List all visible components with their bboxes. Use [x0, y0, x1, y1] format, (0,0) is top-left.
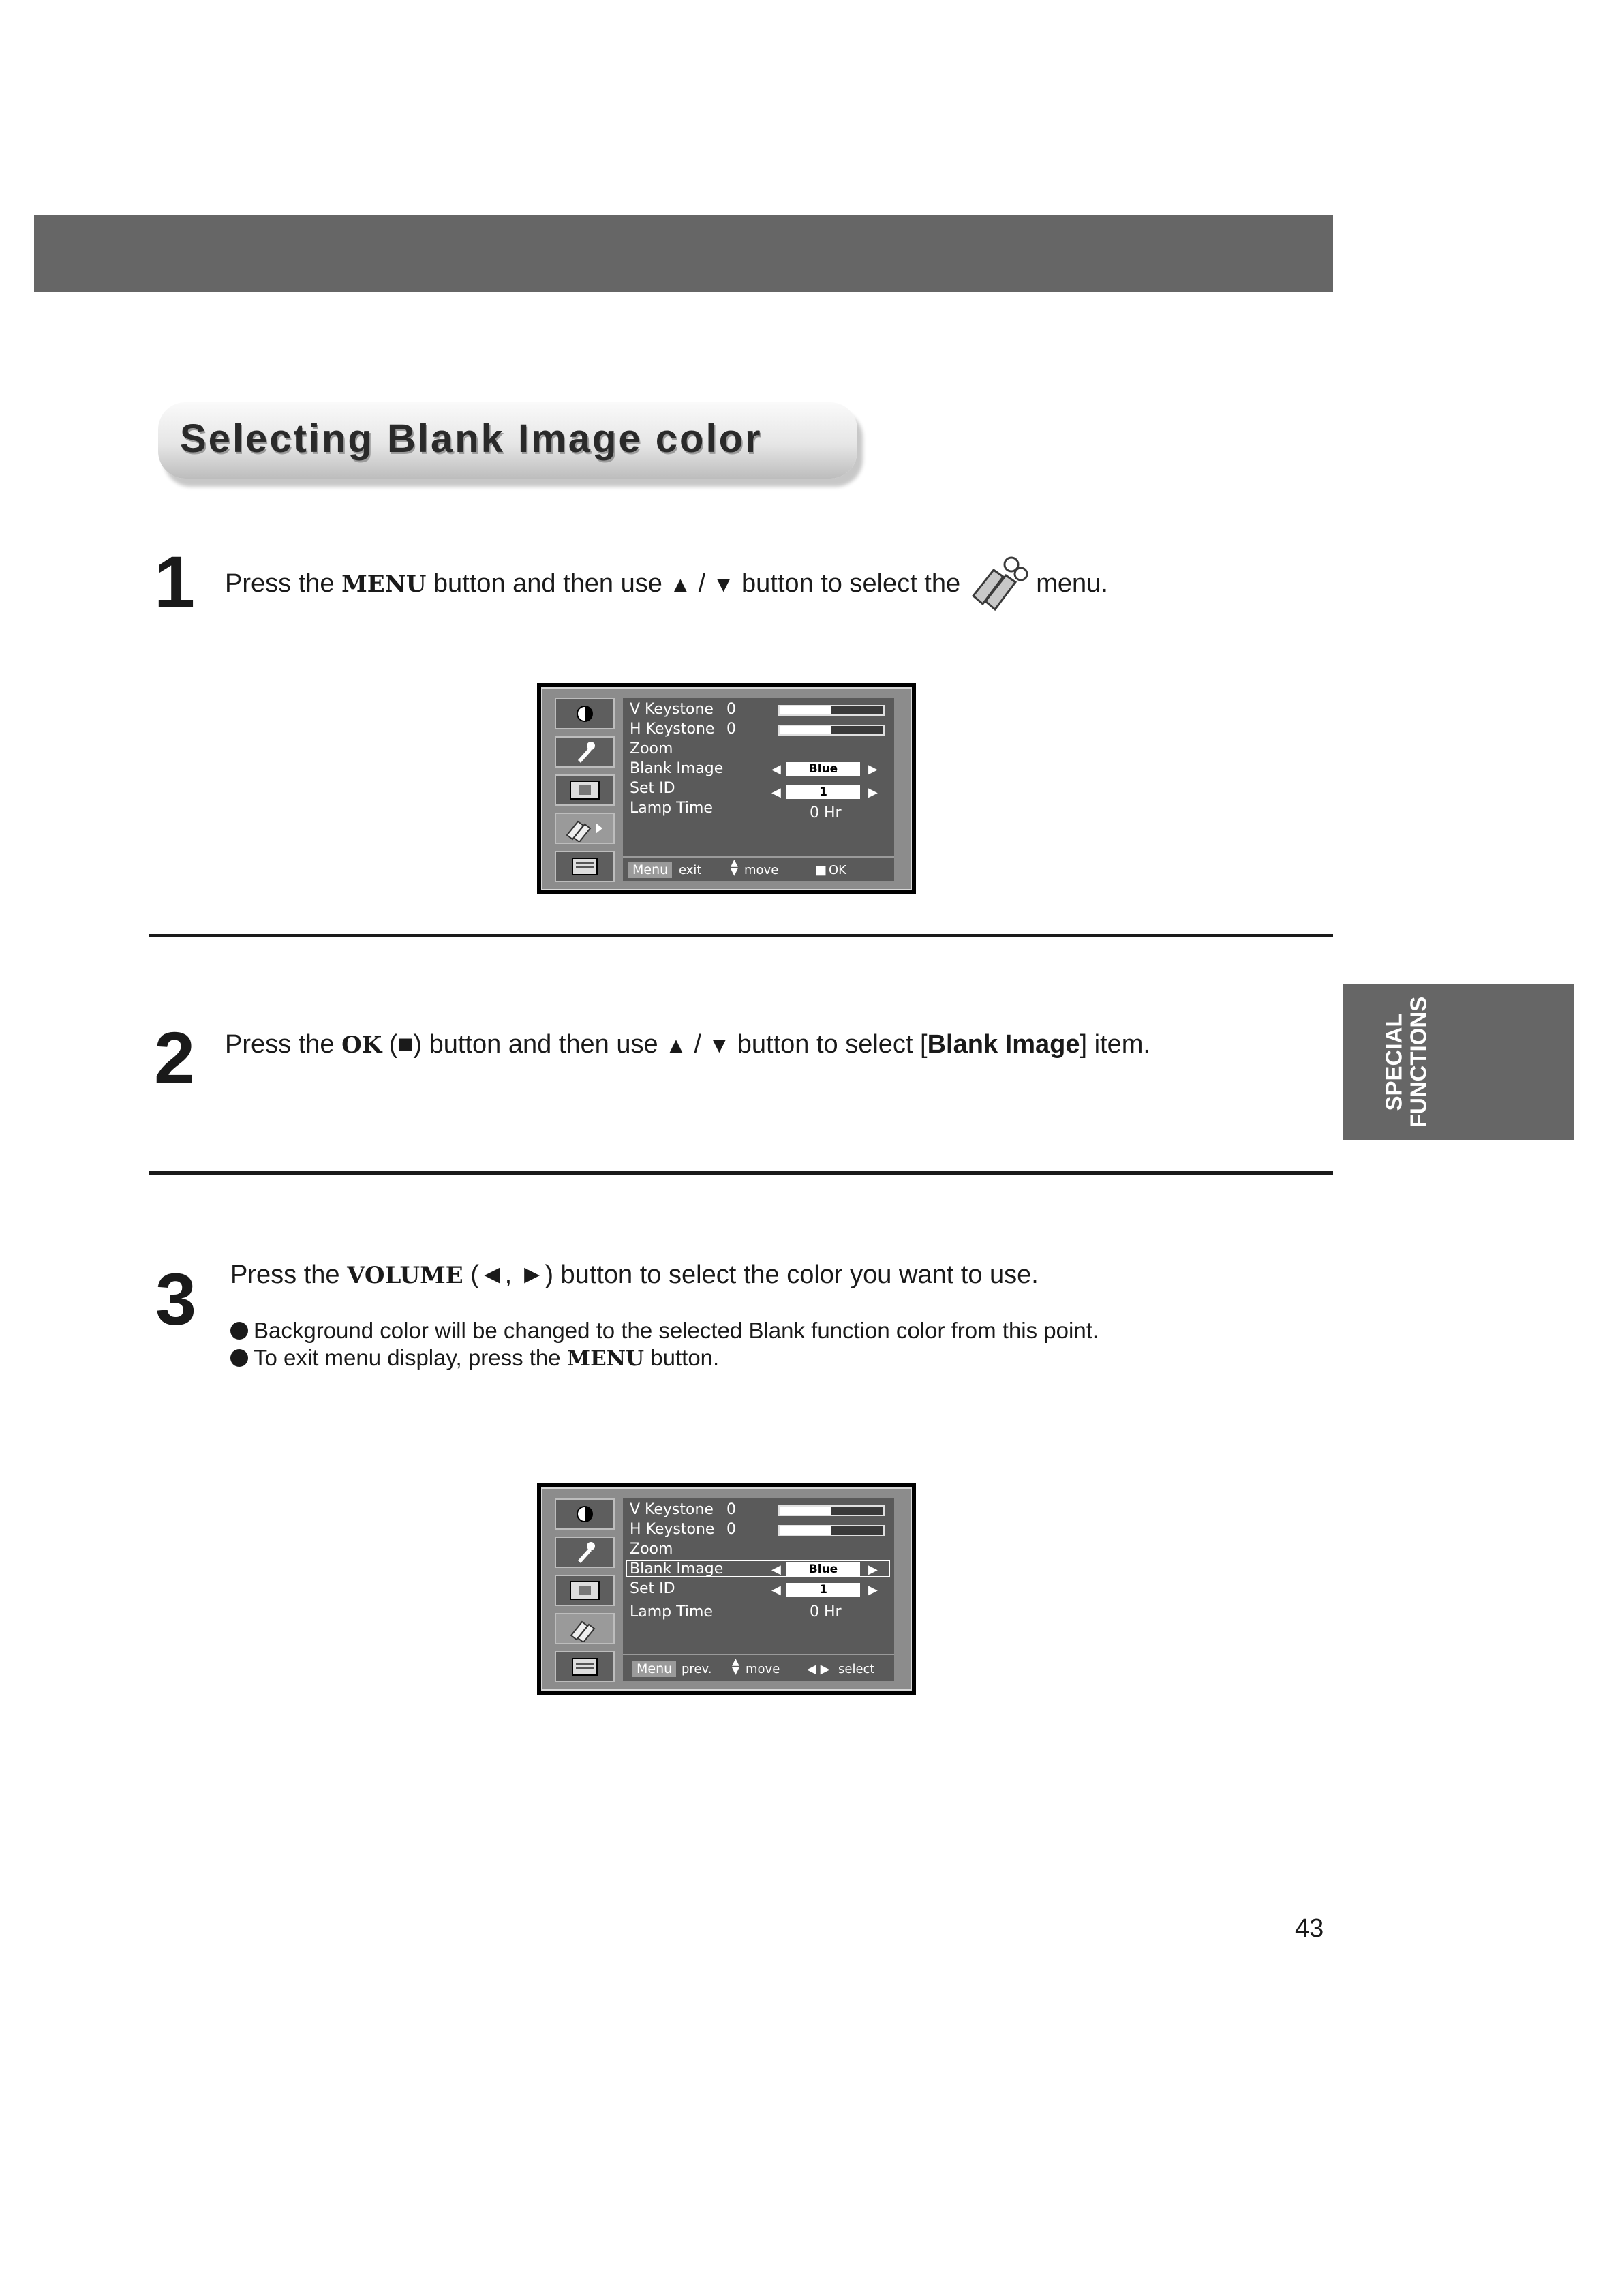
osd-row-blank-image[interactable]: Blank Image — [630, 760, 724, 777]
up-arrow-icon: ▲ — [665, 1033, 687, 1057]
right-arrow-icon[interactable]: ▶ — [868, 1583, 878, 1597]
left-right-icon: ◀ ▶ — [807, 1662, 830, 1676]
step-3-text-b: ( — [463, 1260, 479, 1289]
section-title-banner — [158, 402, 857, 479]
slash: / — [691, 569, 713, 598]
osd-row-v-keystone[interactable]: V Keystone — [630, 701, 714, 718]
osd-settings-panel — [623, 698, 894, 881]
right-arrow-icon[interactable]: ▶ — [868, 785, 878, 799]
osd-icon-column — [552, 1498, 617, 1681]
divider — [149, 1171, 1333, 1175]
h-keystone-slider-fill — [780, 1526, 831, 1535]
osd-row-set-id[interactable]: Set ID — [630, 1580, 675, 1597]
bullet-icon — [230, 1349, 248, 1367]
lamp-time-value: 0 Hr — [810, 1603, 842, 1620]
footer-move: move — [744, 863, 779, 877]
step-2-text-d: button to select [ — [730, 1030, 928, 1059]
down-arrow-icon: ▼ — [708, 1033, 731, 1057]
v-keystone-slider[interactable] — [778, 1505, 885, 1516]
osd-tab-input[interactable] — [555, 1651, 615, 1682]
square-icon: ■ — [397, 1030, 414, 1059]
step-2-number: 2 — [154, 1016, 196, 1099]
v-keystone-value: 0 — [726, 1501, 736, 1518]
step-1-text-a: Press the — [225, 569, 342, 598]
up-down-icon: ▲ ▼ — [731, 858, 738, 877]
blank-image-value[interactable]: Blue — [786, 762, 860, 776]
divider — [149, 934, 1333, 937]
h-keystone-slider[interactable] — [778, 1525, 885, 1536]
side-section-tab — [1343, 984, 1574, 1140]
menu-chip: Menu — [628, 862, 672, 878]
step-1-text-c: button to select the — [734, 569, 968, 598]
special-menu-icon — [564, 815, 605, 842]
menu-chip: Menu — [632, 1661, 676, 1677]
right-arrow-icon[interactable]: ▶ — [868, 1562, 878, 1576]
osd-row-lamp-time: Lamp Time — [630, 800, 713, 817]
osd-tab-picture[interactable] — [555, 698, 615, 729]
osd-menu-1 — [537, 683, 916, 894]
volume-key-label: VOLUME — [347, 1262, 463, 1289]
osd-tab-picture[interactable] — [555, 1498, 615, 1530]
right-arrow-icon[interactable]: ▶ — [868, 762, 878, 776]
osd-row-zoom[interactable]: Zoom — [630, 1541, 673, 1558]
h-keystone-slider[interactable] — [778, 725, 885, 736]
osd-settings-panel — [623, 1498, 894, 1681]
osd-divider — [623, 1654, 894, 1655]
brightness-icon — [572, 1502, 597, 1526]
v-keystone-slider-fill — [780, 1507, 831, 1515]
side-tab-label — [1382, 997, 1432, 1128]
up-down-icon: ▲ ▼ — [732, 1657, 739, 1676]
menu-key-label: MENU — [566, 1346, 645, 1371]
left-arrow-icon[interactable]: ◀ — [771, 1562, 781, 1576]
osd-row-set-id[interactable]: Set ID — [630, 780, 675, 797]
left-arrow-icon[interactable]: ◀ — [771, 785, 781, 799]
step-2-text-e: ] item. — [1080, 1030, 1150, 1059]
osd-tab-screen[interactable] — [555, 774, 615, 806]
ok-key-label: OK — [341, 1031, 382, 1059]
step-1-text — [225, 554, 1108, 612]
v-keystone-slider-fill — [780, 706, 831, 714]
osd-icon-column — [552, 698, 617, 881]
footer-select: select — [838, 1662, 875, 1676]
h-keystone-value: 0 — [726, 721, 736, 738]
step-3-text-c: ) button to select the color you want to use. — [545, 1260, 1039, 1289]
section-title: Selecting Blank Image color — [180, 417, 763, 461]
page-number: 43 — [1295, 1914, 1324, 1943]
bullet-2-text-a: To exit menu display, press the — [254, 1345, 567, 1370]
lamp-time-value: 0 Hr — [810, 804, 842, 821]
left-arrow-icon: ◄ — [478, 1260, 505, 1289]
bullet-item — [230, 1344, 719, 1372]
osd-row-zoom[interactable]: Zoom — [630, 740, 673, 757]
v-keystone-value: 0 — [726, 701, 736, 718]
step-1-text-d: menu. — [1028, 569, 1108, 598]
osd-tab-sound[interactable] — [555, 1537, 615, 1568]
h-keystone-slider-fill — [780, 726, 831, 734]
wrench-icon — [572, 740, 597, 764]
osd-tab-screen[interactable] — [555, 1575, 615, 1606]
footer-prev: prev. — [682, 1662, 712, 1676]
osd-menu-2 — [537, 1483, 916, 1695]
blank-image-item-label: Blank Image — [927, 1030, 1080, 1059]
down-arrow-icon: ▼ — [712, 572, 735, 596]
bullet-1-text: Background color will be changed to the selected Blank function color from this point. — [254, 1318, 1099, 1343]
side-tab-line-2: FUNCTIONS — [1406, 996, 1431, 1128]
footer-ok: OK — [829, 863, 846, 877]
osd-tab-special[interactable] — [555, 813, 615, 844]
up-arrow-icon: ▲ — [669, 572, 692, 596]
osd-row-h-keystone[interactable]: H Keystone — [630, 721, 715, 738]
step-2-text-c: ) button and then use — [413, 1030, 666, 1059]
bullet-item — [230, 1317, 1099, 1344]
wrench-icon — [572, 1540, 597, 1565]
step-1-text-b: button and then use — [426, 569, 670, 598]
step-3-number: 3 — [155, 1258, 197, 1340]
footer-exit: exit — [679, 863, 702, 877]
step-3-text — [230, 1260, 1039, 1291]
comma: , — [504, 1260, 519, 1289]
right-arrow-icon: ► — [519, 1260, 545, 1289]
footer-move: move — [746, 1662, 780, 1676]
keyboard-icon — [571, 1657, 598, 1676]
brightness-icon — [572, 701, 597, 726]
keyboard-icon — [571, 857, 598, 876]
osd-divider — [623, 856, 894, 858]
v-keystone-slider[interactable] — [778, 705, 885, 716]
h-keystone-value: 0 — [726, 1521, 736, 1538]
osd-tab-input[interactable] — [555, 851, 615, 882]
left-arrow-icon[interactable]: ◀ — [771, 1583, 781, 1597]
side-tab-line-1: SPECIAL — [1381, 1013, 1407, 1111]
special-menu-icon — [564, 1615, 605, 1642]
set-id-value[interactable]: 1 — [786, 1583, 860, 1597]
header-bar — [34, 215, 1333, 292]
step-2-text-a: Press the — [225, 1030, 342, 1059]
screen-icon — [569, 780, 600, 800]
menu-key-label: MENU — [341, 571, 427, 598]
slash: / — [686, 1030, 709, 1059]
step-2-text-b: ( — [382, 1030, 398, 1059]
osd-row-blank-image[interactable]: Blank Image — [630, 1560, 724, 1577]
osd-row-h-keystone[interactable]: H Keystone — [630, 1521, 715, 1538]
screen-icon — [569, 1580, 600, 1601]
bullet-icon — [230, 1322, 248, 1340]
set-id-value[interactable]: 1 — [786, 785, 860, 799]
osd-row-v-keystone[interactable]: V Keystone — [630, 1501, 714, 1518]
step-3-text-a: Press the — [230, 1260, 348, 1289]
osd-tab-sound[interactable] — [555, 736, 615, 768]
special-menu-icon — [968, 554, 1029, 612]
ok-square-icon: ■ — [815, 863, 827, 877]
osd-tab-special[interactable] — [555, 1613, 615, 1644]
blank-image-value[interactable]: Blue — [786, 1562, 860, 1576]
step-2-text — [225, 1029, 1150, 1061]
step-1-number: 1 — [154, 541, 196, 623]
bullet-2-text-b: button. — [644, 1345, 720, 1370]
left-arrow-icon[interactable]: ◀ — [771, 762, 781, 776]
osd-row-lamp-time: Lamp Time — [630, 1603, 713, 1620]
